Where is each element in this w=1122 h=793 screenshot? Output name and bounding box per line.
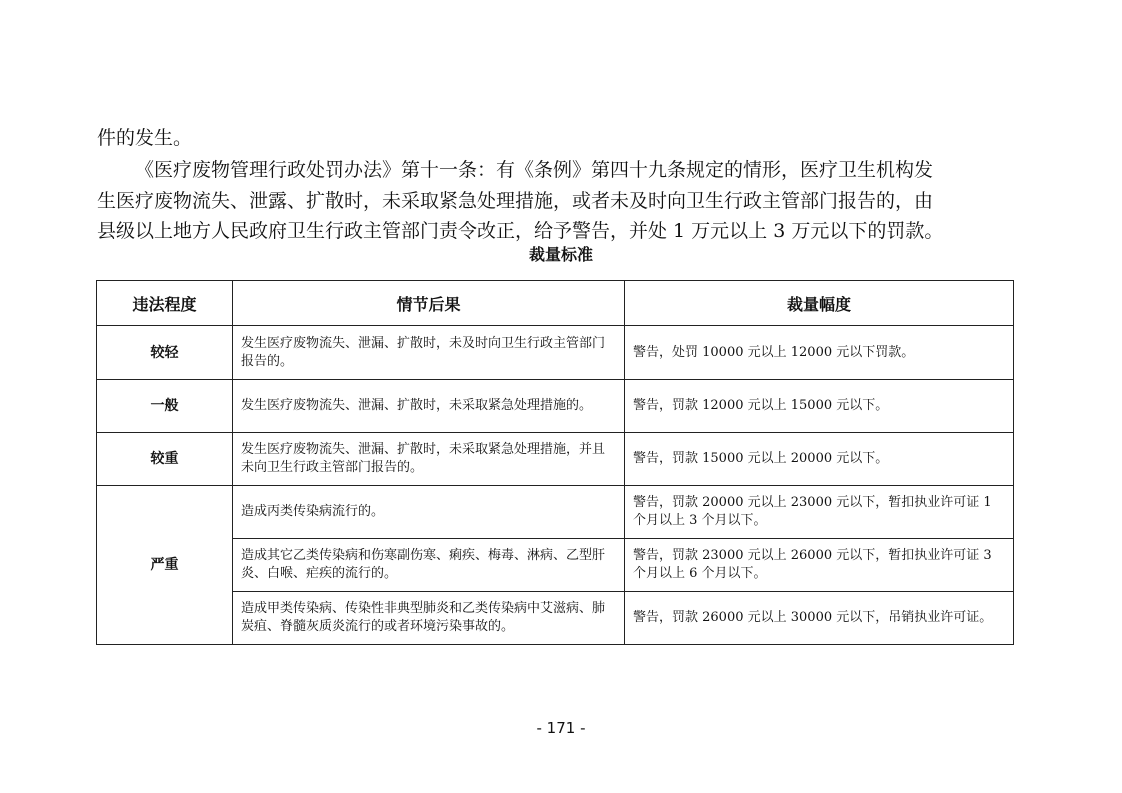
table-row xyxy=(97,326,1014,380)
level-cell: 严重 xyxy=(97,486,233,645)
table-row xyxy=(97,539,1014,592)
penalty-cell: 警告，罚款 15000 元以上 20000 元以下。 xyxy=(625,433,1014,486)
penalty-cell: 警告，罚款 23000 元以上 26000 元以下，暂扣执业许可证 3 个月以上 6 个月以下。 xyxy=(625,539,1014,592)
paragraph-line: 《医疗废物管理行政处罚办法》第十一条：有《条例》第四十九条规定的情形，医疗卫生机构发 xyxy=(135,159,934,181)
consequence-cell: 造成其它乙类传染病和伤寒副伤寒、痢疾、梅毒、淋病、乙型肝炎、白喉、疟疾的流行的。 xyxy=(233,539,625,592)
penalty-standard-table xyxy=(96,280,1014,645)
consequence-cell: 发生医疗废物流失、泄漏、扩散时，未及时向卫生行政主管部门报告的。 xyxy=(233,326,625,380)
level-cell: 一般 xyxy=(97,380,233,433)
header-consequence: 情节后果 xyxy=(233,281,625,326)
level-cell: 较轻 xyxy=(97,326,233,380)
paragraph-line: 生医疗废物流失、泄露、扩散时，未采取紧急处理措施，或者未及时向卫生行政主管部门报告的，由 xyxy=(97,190,934,212)
consequence-cell: 发生医疗废物流失、泄漏、扩散时，未采取紧急处理措施，并且未向卫生行政主管部门报告的。 xyxy=(233,433,625,486)
table-row xyxy=(97,380,1014,433)
paragraph-line: 县级以上地方人民政府卫生行政主管部门责令改正，给予警告，并处 1 万元以上 3 万元以下的罚款。 xyxy=(97,220,944,242)
level-cell: 较重 xyxy=(97,433,233,486)
header-level: 违法程度 xyxy=(97,281,233,326)
consequence-cell: 造成丙类传染病流行的。 xyxy=(233,486,625,539)
consequence-cell: 造成甲类传染病、传染性非典型肺炎和乙类传染病中艾滋病、肺炭疽、脊髓灰质炎流行的或者环境污染事故的。 xyxy=(233,592,625,645)
header-penalty: 裁量幅度 xyxy=(625,281,1014,326)
penalty-cell: 警告，处罚 10000 元以上 12000 元以下罚款。 xyxy=(625,326,1014,380)
paragraph-line: 件的发生。 xyxy=(97,127,193,149)
table-title: 裁量标准 xyxy=(528,245,593,264)
penalty-cell: 警告，罚款 26000 元以上 30000 元以下，吊销执业许可证。 xyxy=(625,592,1014,645)
page-number: - 171 - xyxy=(536,719,586,737)
table-header-row xyxy=(97,281,1014,326)
penalty-cell: 警告，罚款 12000 元以上 15000 元以下。 xyxy=(625,380,1014,433)
table-row xyxy=(97,592,1014,645)
table-row xyxy=(97,486,1014,539)
consequence-cell: 发生医疗废物流失、泄漏、扩散时，未采取紧急处理措施的。 xyxy=(233,380,625,433)
penalty-cell: 警告，罚款 20000 元以上 23000 元以下，暂扣执业许可证 1 个月以上 3 个月以下。 xyxy=(625,486,1014,539)
table-row xyxy=(97,433,1014,486)
